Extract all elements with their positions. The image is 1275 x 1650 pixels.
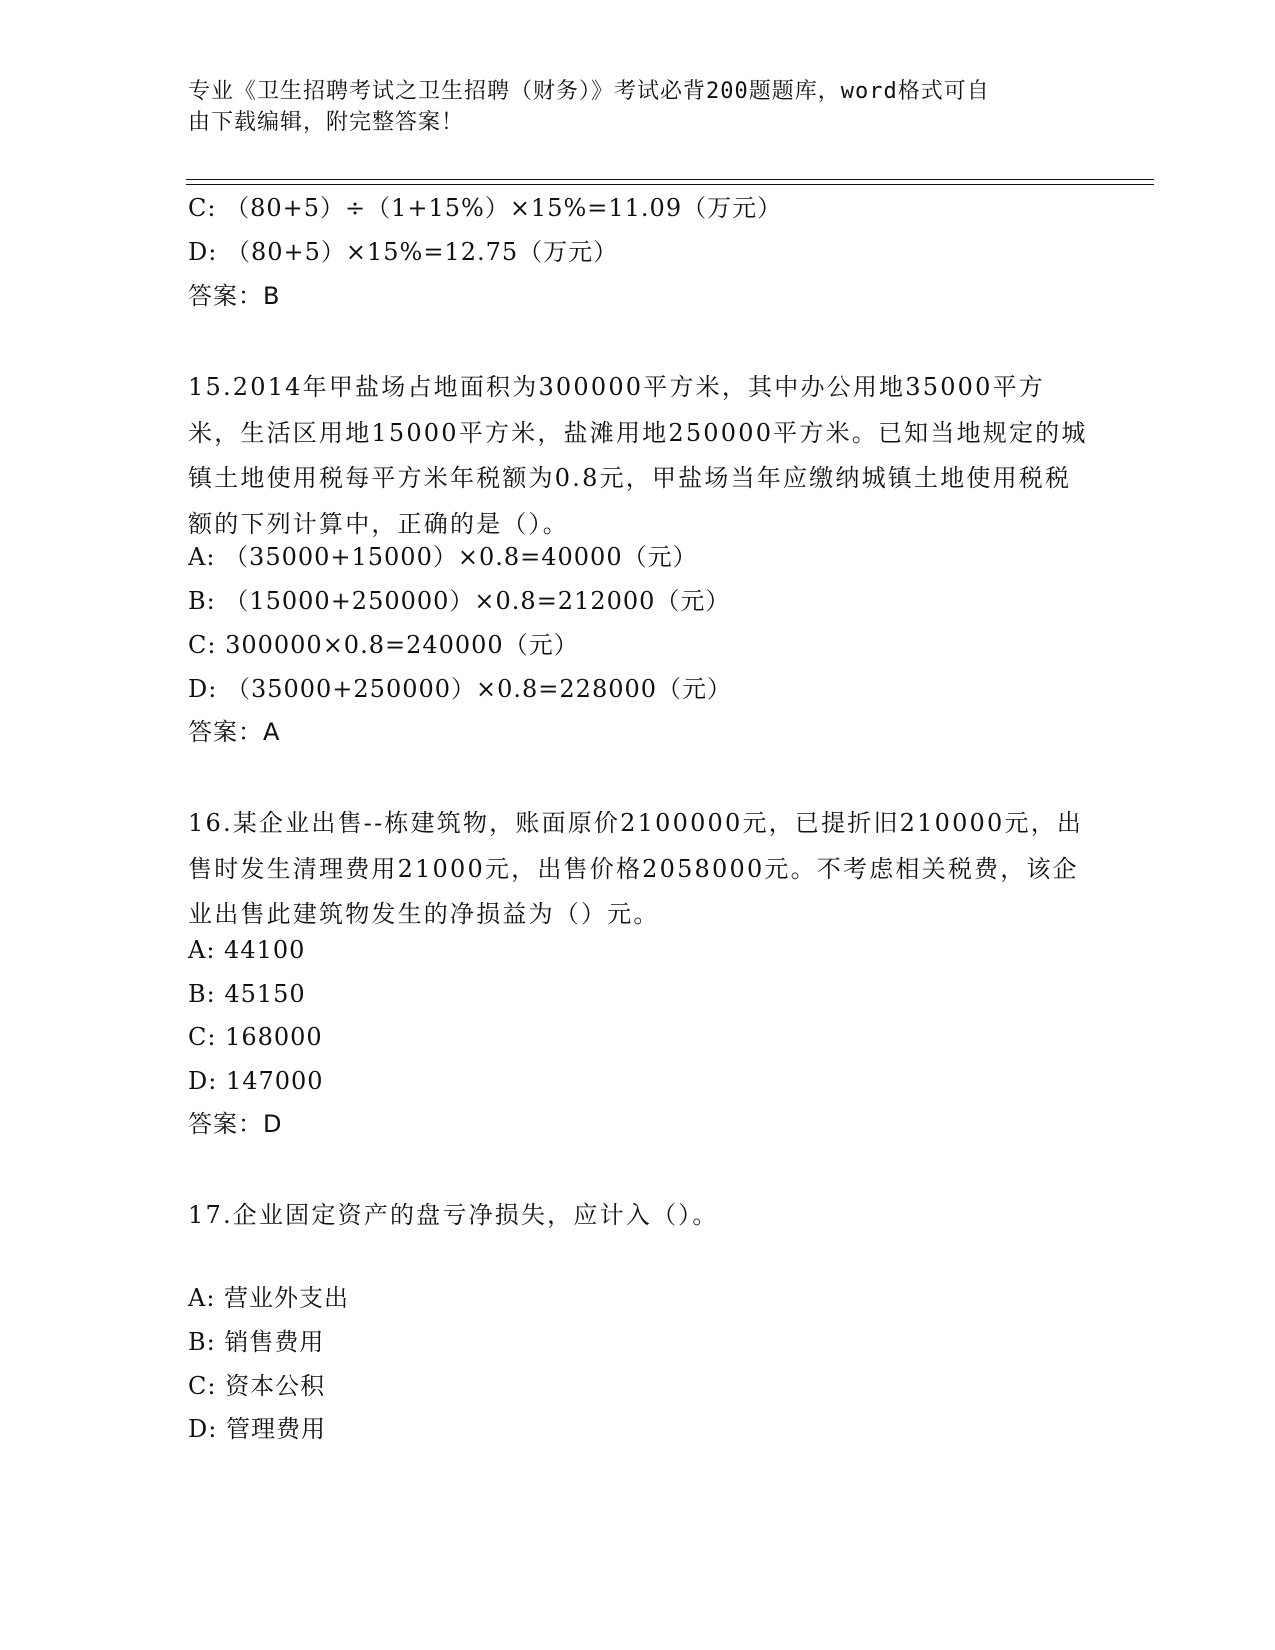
q15-option-d: D: （35000+250000）×0.8=228000（元）	[188, 675, 733, 703]
q17-question: 17.企业固定资产的盘亏净损失，应计入（）。	[188, 1201, 719, 1229]
q17-option-b: B: 销售费用	[188, 1328, 325, 1356]
q15-option-b: B: （15000+250000）×0.8=212000（元）	[188, 587, 731, 615]
header-line-2: 由下载编辑，附完整答案！	[188, 110, 465, 135]
header-divider-top	[186, 179, 1154, 180]
q14-answer: 答案：B	[188, 282, 281, 310]
q16-option-d: D: 147000	[188, 1067, 324, 1095]
q16-answer: 答案：D	[188, 1110, 283, 1138]
q17-option-c: C: 资本公积	[188, 1372, 326, 1400]
document-header	[188, 76, 1068, 138]
q15-answer: 答案：A	[188, 718, 281, 746]
q16-question: 16.某企业出售--栋建筑物，账面原价2100000元，已提折旧210000元，出售时发生清理费用21000元，出售价格2058000元。不考虑相关税费，该企业出售此建筑物发生的净损益为（）元。	[188, 809, 1084, 928]
q17-option-d: D: 管理费用	[188, 1415, 326, 1443]
q14-option-c: C: （80+5）÷（1+15%）×15%=11.09（万元）	[188, 194, 783, 222]
q15-question: 15.2014年甲盐场占地面积为300000平方米，其中办公用地35000平方米，生活区用地15000平方米，盐滩用地250000平方米。已知当地规定的城镇土地使用税每平方米年税额为0.8元，甲盐场当年应缴纳城镇土地使用税税额的下列计算中，正确的是（）。	[188, 373, 1088, 538]
header-divider-bottom	[186, 184, 1154, 185]
q14-option-d: D: （80+5）×15%=12.75（万元）	[188, 238, 619, 266]
q15-option-a: A: （35000+15000）×0.8=40000（元）	[188, 543, 698, 571]
q15-option-c: C: 300000×0.8=240000（元）	[188, 631, 579, 659]
q17-option-a: A: 营业外支出	[188, 1284, 350, 1312]
header-line-1: 专业《卫生招聘考试之卫生招聘（财务）》考试必背200题题库，word格式可自	[188, 79, 990, 104]
q16-option-c: C: 168000	[188, 1023, 323, 1051]
q16-option-b: B: 45150	[188, 980, 306, 1008]
q16-option-a: A: 44100	[188, 936, 306, 964]
